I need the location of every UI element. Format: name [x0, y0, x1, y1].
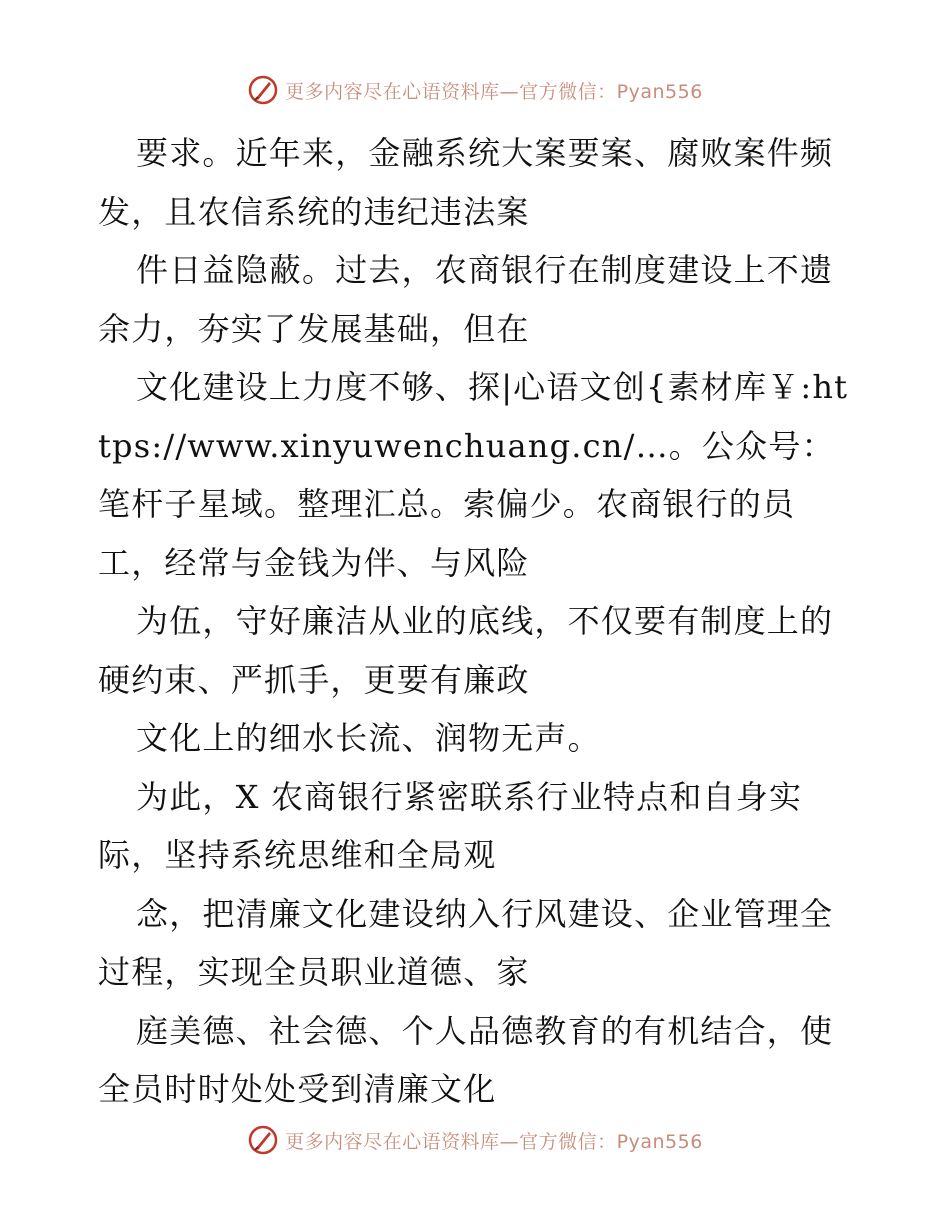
paragraph-3: 文化建设上力度不够、探|心语文创{素材库￥:https://www.xinyuwenchuang.cn/…。公众号：笔杆子星域。整理汇总。索偏少。农商银行的员工，经常与金钱为伴、与风险 — [98, 368, 849, 582]
header-watermark-banner — [0, 70, 950, 110]
paragraph-6: 为此，X 农商银行紧密联系行业特点和自身实际，坚持系统思维和全局观 — [98, 777, 803, 874]
paragraph-2: 件日益隐蔽。过去，农商银行在制度建设上不遗余力，夯实了发展基础，但在 — [98, 251, 834, 348]
paragraph-1: 要求。近年来，金融系统大案要案、腐败案件频发，且农信系统的违纪违法案 — [98, 134, 834, 231]
paragraph-5: 文化上的细水长流、润物无声。 — [136, 719, 601, 757]
feather-pen-logo-icon — [247, 74, 279, 106]
footer-watermark-text: 更多内容尽在心语资料库—官方微信：Pyan556 — [285, 1130, 703, 1153]
footer-watermark-banner — [0, 1120, 950, 1160]
paragraph-8: 庭美德、社会德、个人品德教育的有机结合，使全员时时处处受到清廉文化 — [98, 1011, 834, 1108]
feather-pen-logo-icon — [247, 1124, 279, 1156]
header-watermark-text: 更多内容尽在心语资料库—官方微信：Pyan556 — [285, 80, 703, 103]
document-body — [98, 124, 858, 1119]
paragraph-7: 念，把清廉文化建设纳入行风建设、企业管理全过程，实现全员职业道德、家 — [98, 894, 834, 991]
paragraph-4: 为伍，守好廉洁从业的底线，不仅要有制度上的硬约束、严抓手，更要有廉政 — [98, 602, 834, 699]
